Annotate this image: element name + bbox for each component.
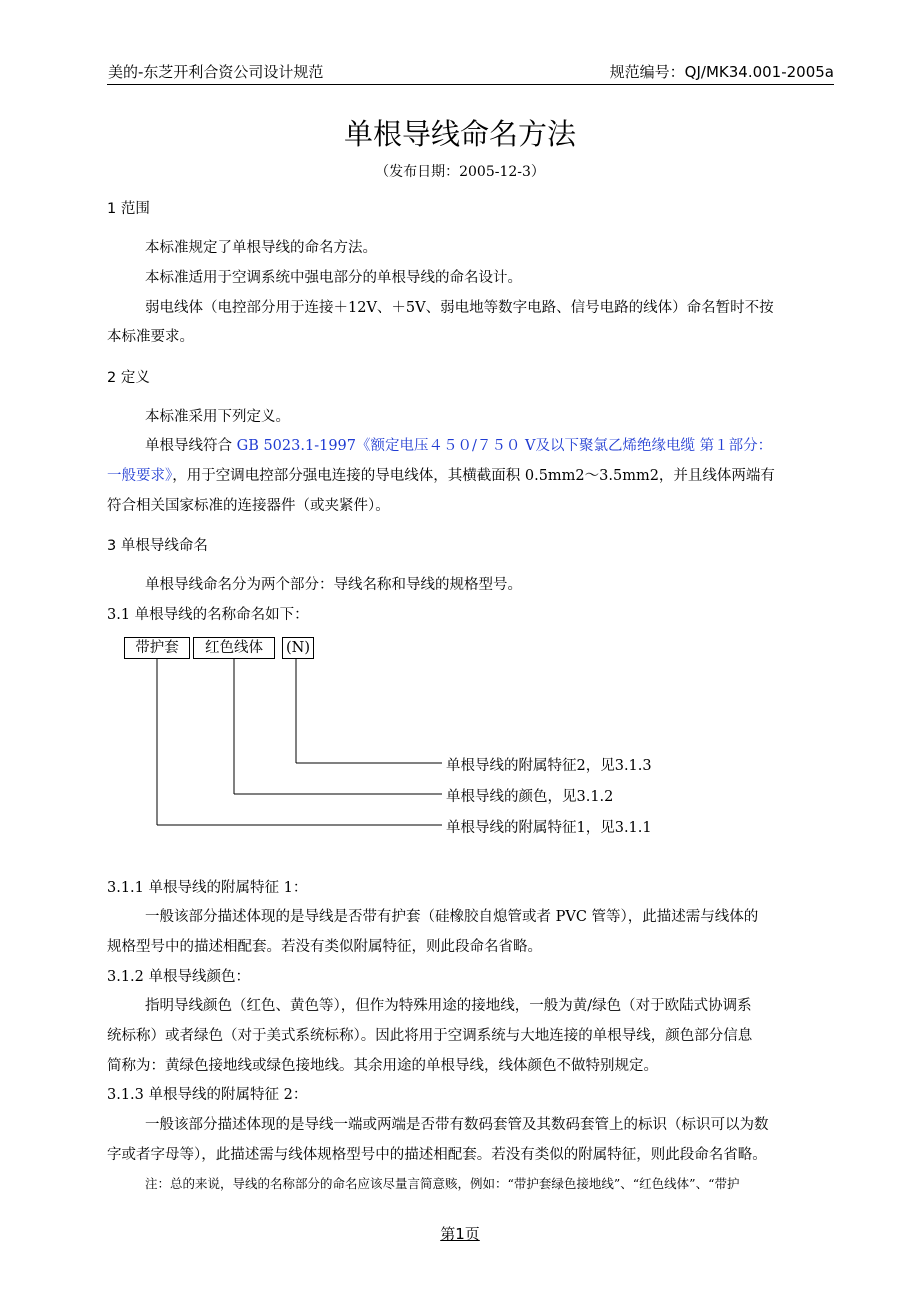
publish-date: （发布日期：2005-12-3） [375,164,545,180]
diagram-label-feature2: 单根导线的附属特征2，见3.1.3 [446,758,652,774]
paragraph-text: 单根导线符合 [145,438,237,454]
subsection-3-1-3-title: 3.1.3 单根导线的附属特征 2： [107,1087,308,1103]
paragraph-continued: 统标称）或者绿色（对于美式系统标称）。因此将用于空调系统与大地连接的单根导线，颜色部分信息 [107,1028,753,1044]
header-company: 美的-东芝开利合资公司设计规范 [108,63,324,81]
paragraph: 弱电线体（电控部分用于连接＋12V、＋5V、弱电地等数字电路、信号电路的线体）命名暂时不按 [145,300,774,316]
header-spec-code: 规范编号：QJ/MK34.001-2005a [609,63,834,81]
paragraph-continued: 本标准要求。 [107,329,194,345]
standard-reference-link[interactable]: GB 5023.1-1997《额定电压４５０/７５０ V及以下聚氯乙烯绝缘电缆 第１部分： [236,438,773,454]
section-3-title: 3 单根导线命名 [107,538,208,554]
diagram-box-feature2: (N) [282,637,314,659]
paragraph: 本标准适用于空调系统中强电部分的单根导线的命名设计。 [145,270,522,286]
paragraph: 本标准规定了单根导线的命名方法。 [145,240,377,256]
section-2-title: 2 定义 [107,370,150,386]
subsection-3-1-1-title: 3.1.1 单根导线的附属特征 1： [107,880,308,896]
note: 注：总的来说，导线的名称部分的命名应该尽量言简意赅，例如：“带护套绿色接地线”、“红色线体”、“带护 [145,1176,740,1191]
paragraph: 单根导线命名分为两个部分：导线名称和导线的规格型号。 [145,577,522,593]
paragraph-text: ，用于空调电控部分强电连接的导电线体，其横截面积 0.5mm2～3.5mm2，并且线体两端有 [172,468,775,484]
diagram-label-color: 单根导线的颜色，见3.1.2 [446,789,614,805]
paragraph-continued: 符合相关国家标准的连接器件（或夹紧件）。 [107,498,390,514]
diagram-label-feature1: 单根导线的附属特征1，见3.1.1 [446,820,652,836]
section-1-title: 1 范围 [107,201,150,217]
paragraph: 一般该部分描述体现的是导线一端或两端是否带有数码套管及其数码套管上的标识（标识可以为数 [145,1117,769,1133]
paragraph-continued: 字或者字母等），此描述需与线体规格型号中的描述相配套。若没有类似的附属特征，则此段命名省略。 [107,1147,767,1163]
subsection-3-1-title: 3.1 单根导线的名称命名如下： [107,607,309,623]
diagram-box-sheath: 带护套 [124,637,190,659]
paragraph: 指明导线颜色（红色、黄色等），但作为特殊用途的接地线，一般为黄/绿色（对于欧陆式协调系 [145,998,752,1014]
paragraph: 本标准采用下列定义。 [145,409,290,425]
paragraph-continued: 规格型号中的描述相配套。若没有类似附属特征，则此段命名省略。 [107,939,542,955]
diagram-box-color: 红色线体 [193,637,275,659]
paragraph-continued: 简称为：黄绿色接地线或绿色接地线。其余用途的单根导线，线体颜色不做特别规定。 [107,1058,658,1074]
page-number: 第1页 [440,1225,480,1243]
subsection-3-1-2-title: 3.1.2 单根导线颜色： [107,969,251,985]
standard-reference-link[interactable]: 一般要求》 [107,468,173,484]
page-title: 单根导线命名方法 [343,117,576,151]
paragraph: 一般该部分描述体现的是导线是否带有护套（硅橡胶自熄管或者 PVC 管等），此描述需与线体的 [145,909,759,925]
